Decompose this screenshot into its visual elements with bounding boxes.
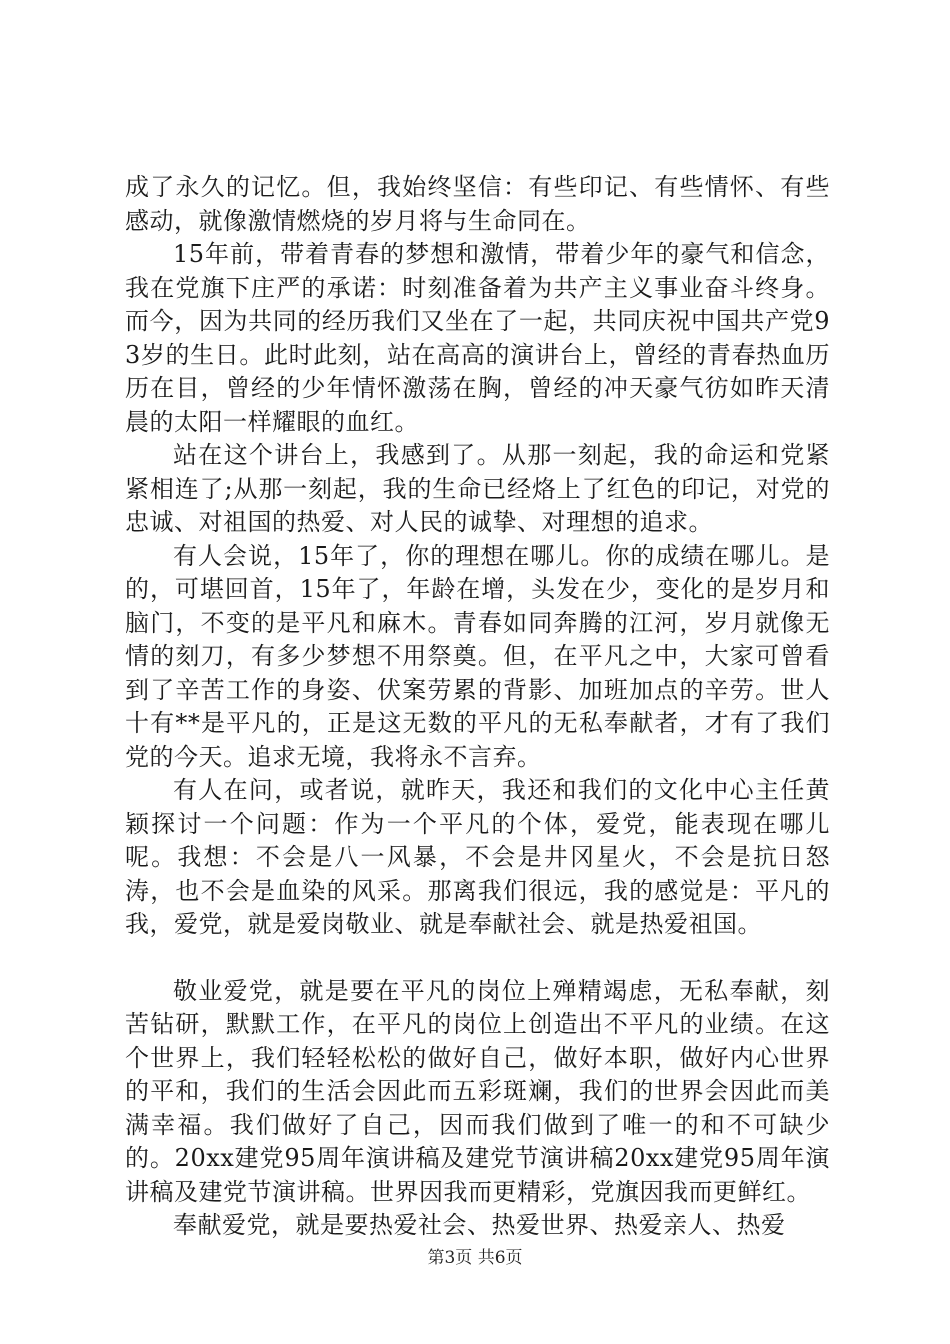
paragraph-contribution: 奉献爱党，就是要热爱社会、热爱世界、热爱亲人、热爱 bbox=[173, 1211, 786, 1239]
paragraph-some-say: 有人会说，15年了，你的理想在哪儿。你的成绩在哪儿。是的，可堪回首，15年了，年龄在增，头发在少，变化的是岁月和脑门，不变的是平凡和麻木。青春如同奔腾的江河，岁月就像无情的刻刀，有多少梦想不用祭奠。但，在平凡之中，大家可曾看到了辛苦工作的身姿、伏案劳累的背影、加班加点的辛劳。世人十有**是平凡的，正是这无数的平凡的无私奉献者，才有了我们党的今天。追求无境，我将永不言弃。 bbox=[125, 541, 830, 771]
paragraph-some-ask: 有人在问，或者说，就昨天，我还和我们的文化中心主任黄颖探讨一个问题：作为一个平凡的个体，爱党，能表现在哪儿呢。我想：不会是八一风暴，不会是井冈星火，不会是抗日怒涛，也不会是血染的风采。那离我们很远，我的感觉是：平凡的我，爱党，就是爱岗敬业、就是奉献社会、就是热爱祖国。 bbox=[125, 776, 830, 938]
paragraph-dedication: 敬业爱党，就是要在平凡的岗位上殚精竭虑，无私奉献，刻苦钻研，默默工作，在平凡的岗位上创造出不平凡的业绩。在这个世界上，我们轻轻松松的做好自己，做好本职，做好内心世界的平和，我们的生活会因此而五彩斑斓，我们的世界会因此而美满幸福。我们做好了自己，因而我们做到了唯一的和不可缺少的。20xx建党95周年演讲稿及建党节演讲稿20xx建党95周年演讲稿及建党节演讲稿。世界因我而更精彩，党旗因我而更鲜红。 bbox=[125, 976, 830, 1206]
page-number-footer: 第3页 共6页 bbox=[427, 1248, 523, 1268]
document-body bbox=[125, 171, 830, 1243]
paragraph-continuation: 成了永久的记忆。但，我始终坚信：有些印记、有些情怀、有些感动，就像激情燃烧的岁月将与生命同在。 bbox=[125, 173, 830, 235]
paragraph-podium: 站在这个讲台上，我感到了。从那一刻起，我的命运和党紧紧相连了;从那一刻起，我的生命已经烙上了红色的印记，对党的忠诚、对祖国的热爱、对人民的诚挚、对理想的追求。 bbox=[125, 441, 830, 536]
paragraph-fifteen-years-ago: 15年前，带着青春的梦想和激情，带着少年的豪气和信念，我在党旗下庄严的承诺：时刻准备着为共产主义事业奋斗终身。而今，因为共同的经历我们又坐在了一起，共同庆祝中国共产党93岁的生日。此时此刻，站在高高的演讲台上，曾经的青春热血历历在目，曾经的少年情怀激荡在胸，曾经的冲天豪气彷如昨天清晨的太阳一样耀眼的血红。 bbox=[125, 240, 830, 436]
